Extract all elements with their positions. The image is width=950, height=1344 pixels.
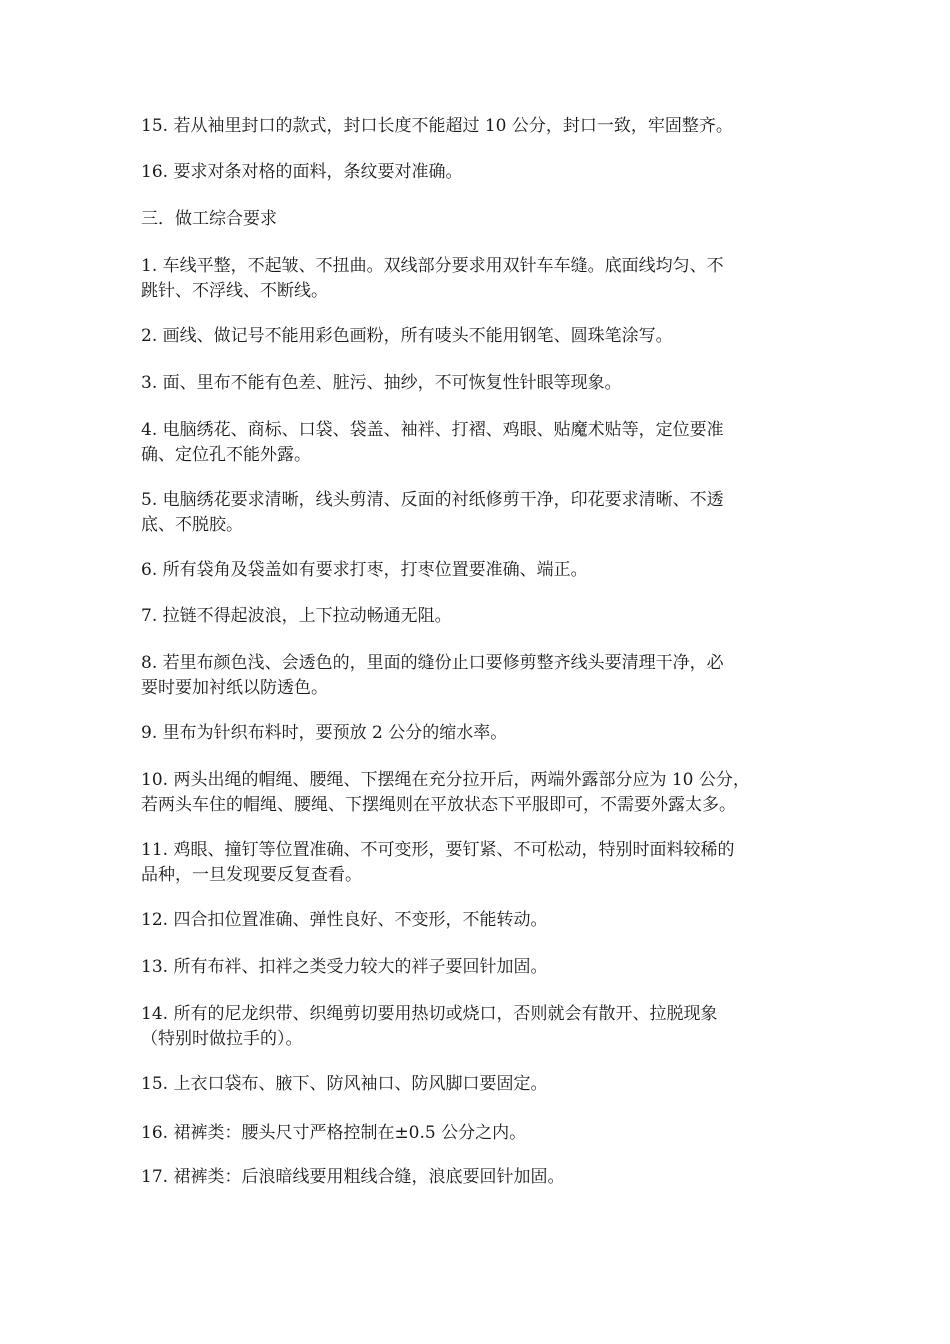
paragraph-item-9 [141,721,813,746]
paragraph-line: 16. 要求对条对格的面料，条纹要对准确。 [141,162,463,182]
paragraph-item-2 [141,324,813,349]
paragraph-item-12 [141,908,813,933]
paragraph-line: 8. 若里布颜色浅、会透色的，里面的缝份止口要修剪整齐线头要清理干净，必 [141,653,724,673]
paragraph-line: 14. 所有的尼龙织带、织绳剪切要用热切或烧口，否则就会有散开、拉脱现象 [141,1004,718,1024]
paragraph-item-10 [141,768,813,818]
paragraph-line: 16. 裙裤类：腰头尺寸严格控制在±0.5 公分之内。 [141,1123,527,1143]
paragraph-line: （特别时做拉手的）。 [141,1029,303,1049]
section-heading [141,207,813,232]
paragraph-line: 10. 两头出绳的帽绳、腰绳、下摆绳在充分拉开后，两端外露部分应为 10 公分， [141,770,750,790]
paragraph-line: 要时要加衬纸以防透色。 [141,678,328,698]
paragraph-item-1 [141,254,813,304]
paragraph-item-7 [141,604,813,629]
paragraph-line: 15. 若从袖里封口的款式，封口长度不能超过 10 公分，封口一致，牢固整齐。 [141,116,733,136]
paragraph-item-14 [141,1002,813,1052]
paragraph-line: 17. 裙裤类：后浪暗线要用粗线合缝，浪底要回针加固。 [141,1167,565,1187]
paragraph-item-13 [141,955,813,980]
paragraph-item-17-seam [141,1165,813,1190]
section-heading-text: 三．做工综合要求 [141,209,277,229]
paragraph-line: 11. 鸡眼、撞钉等位置准确、不可变形，要钉紧、不可松动，特别时面料较稀的 [141,840,735,860]
paragraph-line: 9. 里布为针织布料时，要预放 2 公分的缩水率。 [141,723,508,743]
paragraph-line: 15. 上衣口袋布、腋下、防风袖口、防风脚口要固定。 [141,1074,548,1094]
paragraph-line: 3. 面、里布不能有色差、脏污、抽纱，不可恢复性针眼等现象。 [141,373,622,393]
paragraph-line: 底、不脱胶。 [141,515,243,535]
paragraph-item-15-sleeve-seal [141,114,813,139]
paragraph-item-6 [141,558,813,583]
paragraph-line: 5. 电脑绣花要求清晰，线头剪清、反面的衬纸修剪干净，印花要求清晰、不透 [141,490,724,510]
paragraph-line: 12. 四合扣位置准确、弹性良好、不变形，不能转动。 [141,910,548,930]
paragraph-item-4 [141,418,813,468]
paragraph-line: 2. 画线、做记号不能用彩色画粉，所有唛头不能用钢笔、圆珠笔涂写。 [141,326,673,346]
paragraph-line: 13. 所有布袢、扣袢之类受力较大的袢子要回针加固。 [141,957,548,977]
paragraph-item-16-waistband [141,1121,813,1146]
paragraph-line: 跳针、不浮线、不断线。 [141,281,328,301]
paragraph-item-8 [141,651,813,701]
paragraph-line: 1. 车线平整，不起皱、不扭曲。双线部分要求用双针车车缝。底面线均匀、不 [141,256,724,276]
paragraph-line: 若两头车住的帽绳、腰绳、下摆绳则在平放状态下平服即可，不需要外露太多。 [141,795,736,815]
paragraph-item-11 [141,838,813,888]
paragraph-item-5 [141,488,813,538]
paragraph-item-16-stripe-match [141,160,813,185]
paragraph-line: 确、定位孔不能外露。 [141,445,311,465]
paragraph-line: 6. 所有袋角及袋盖如有要求打枣，打枣位置要准确、端正。 [141,560,588,580]
paragraph-item-3 [141,371,813,396]
paragraph-line: 4. 电脑绣花、商标、口袋、袋盖、袖袢、打褶、鸡眼、贴魔术贴等，定位要准 [141,420,724,440]
paragraph-line: 7. 拉链不得起波浪，上下拉动畅通无阻。 [141,606,452,626]
paragraph-line: 品种，一旦发现要反复查看。 [141,865,362,885]
paragraph-item-15-pockets [141,1072,813,1097]
